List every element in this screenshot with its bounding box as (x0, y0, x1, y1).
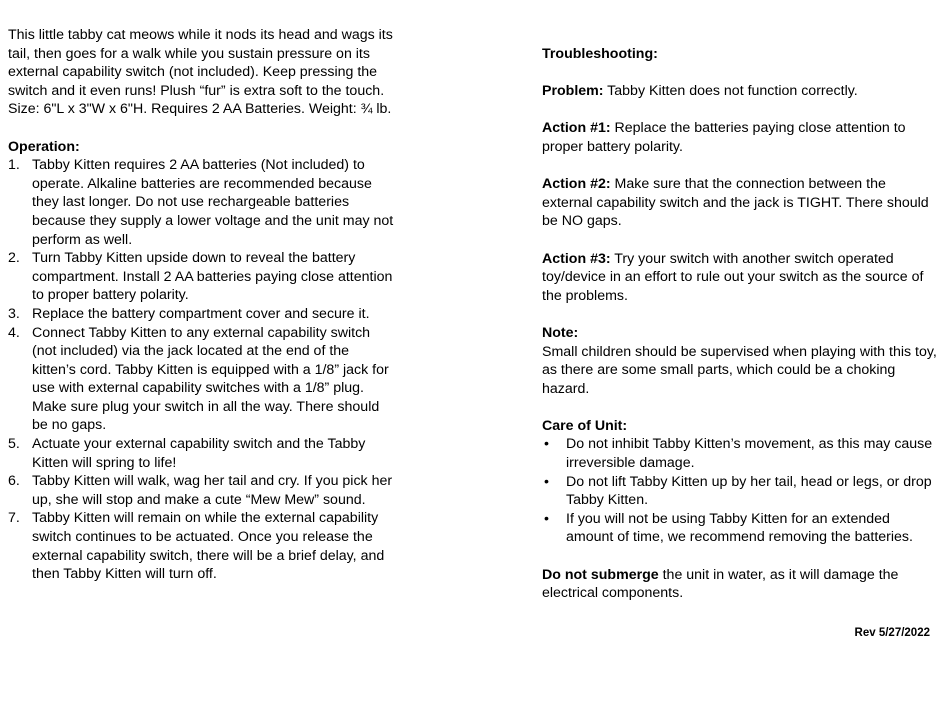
step-item (8, 472, 396, 509)
step-number: 1. (8, 157, 20, 174)
care-item-text: If you will not be using Tabby Kitten for an extended amount of time, we recommend removing the batteries. (566, 510, 913, 546)
step-text: Connect Tabby Kitten to any external capability switch (not included) via the jack located at the end of the kitten’s cord. Tabby Kitten is equipped with a 1/8” jack for use with external capability switches with a 1/8” plug. Make sure plug your switch in all the way. There should be no gaps. (32, 324, 389, 434)
care-heading: Care of Unit: (542, 417, 628, 434)
spacer (542, 398, 937, 417)
left-column (8, 26, 396, 584)
step-text: Tabby Kitten will walk, wag her tail and cry. If you pick her up, she will stop and make a cute “Mew Mew” sound. (32, 473, 393, 508)
bullet-icon: • (544, 510, 549, 527)
note-heading: Note: (542, 324, 579, 341)
submerge-paragraph (542, 566, 937, 603)
spacer (542, 231, 937, 250)
care-item-text: Do not inhibit Tabby Kitten’s movement, as this may cause irreversible damage. (566, 436, 933, 472)
step-text: Tabby Kitten will remain on while the external capability switch continues to be actuated. Once you release the external capability switch, there will be a brief delay, and then Tabby Kitten will turn off. (32, 510, 385, 583)
spacer (542, 305, 937, 324)
action2-paragraph (542, 175, 937, 231)
spacer (542, 64, 937, 83)
step-text: Replace the battery compartment cover and secure it. (32, 305, 370, 322)
spacer (542, 547, 937, 566)
bullet-icon: • (544, 436, 549, 453)
operation-heading: Operation: (8, 138, 80, 155)
operation-steps (8, 156, 396, 584)
care-list (542, 435, 937, 547)
action1-label: Action #1: (542, 120, 611, 137)
spacer (8, 119, 396, 138)
step-item (8, 305, 396, 324)
troubleshooting-heading: Troubleshooting: (542, 46, 658, 62)
step-number: 2. (8, 250, 20, 267)
problem-label: Problem: (542, 83, 604, 100)
step-text: Tabby Kitten requires 2 AA batteries (Not included) to operate. Alkaline batteries are recommended because they last longer. Do not use rechargeable batteries because they supply a lower voltage and the unit may not perform as well. (32, 157, 394, 248)
step-item (8, 509, 396, 583)
action2-text: Make sure that the connection between the external capability switch and the jack is TIGHT. There should be NO gaps. (542, 176, 929, 230)
care-item (542, 435, 937, 472)
step-number: 5. (8, 436, 20, 453)
step-item (8, 249, 396, 305)
step-number: 6. (8, 473, 20, 490)
action3-text: Try your switch with another switch operated toy/device in an effort to rule out your switch as the source of the problems. (542, 250, 924, 304)
submerge-label: Do not submerge (542, 566, 659, 583)
care-item-text: Do not lift Tabby Kitten up by her tail, head or legs, or drop Tabby Kitten. (566, 473, 932, 509)
note-text: Small children should be supervised when playing with this toy, as there are some small parts, which could be a choking hazard. (542, 343, 937, 397)
action3-paragraph (542, 250, 937, 306)
action2-label: Action #2: (542, 176, 611, 193)
care-item (542, 510, 937, 547)
care-item (542, 473, 937, 510)
action3-label: Action #3: (542, 250, 611, 267)
submerge-text: the unit in water, as it will damage the electrical components. (542, 566, 899, 602)
spacer (542, 101, 937, 120)
action1-text: Replace the batteries paying close attention to proper battery polarity. (542, 120, 906, 155)
step-item (8, 324, 396, 436)
step-number: 3. (8, 305, 20, 322)
step-number: 4. (8, 324, 20, 341)
action1-paragraph (542, 119, 937, 156)
bullet-icon: • (544, 473, 549, 490)
step-item (8, 156, 396, 249)
step-number: 7. (8, 510, 20, 527)
step-item (8, 435, 396, 472)
product-description: This little tabby cat meows while it nods its head and wags its tail, then goes for a walk while you sustain pressure on its external capability switch (not included). Keep pressing the switch and it even runs! Plush “fur” is extra soft to the touch. Size: 6"L x 3"W x 6"H. Requires 2 AA Batteries. Weight: ¾ lb. (8, 27, 393, 118)
problem-paragraph (542, 82, 937, 101)
right-column (542, 45, 937, 603)
revision-date: Rev 5/27/2022 (854, 627, 930, 639)
step-text: Actuate your external capability switch and the Tabby Kitten will spring to life! (32, 436, 366, 471)
step-text: Turn Tabby Kitten upside down to reveal the battery compartment. Install 2 AA batteries paying close attention to proper battery polarity. (32, 250, 393, 304)
spacer (542, 157, 937, 176)
problem-text: Tabby Kitten does not function correctly. (603, 83, 858, 100)
